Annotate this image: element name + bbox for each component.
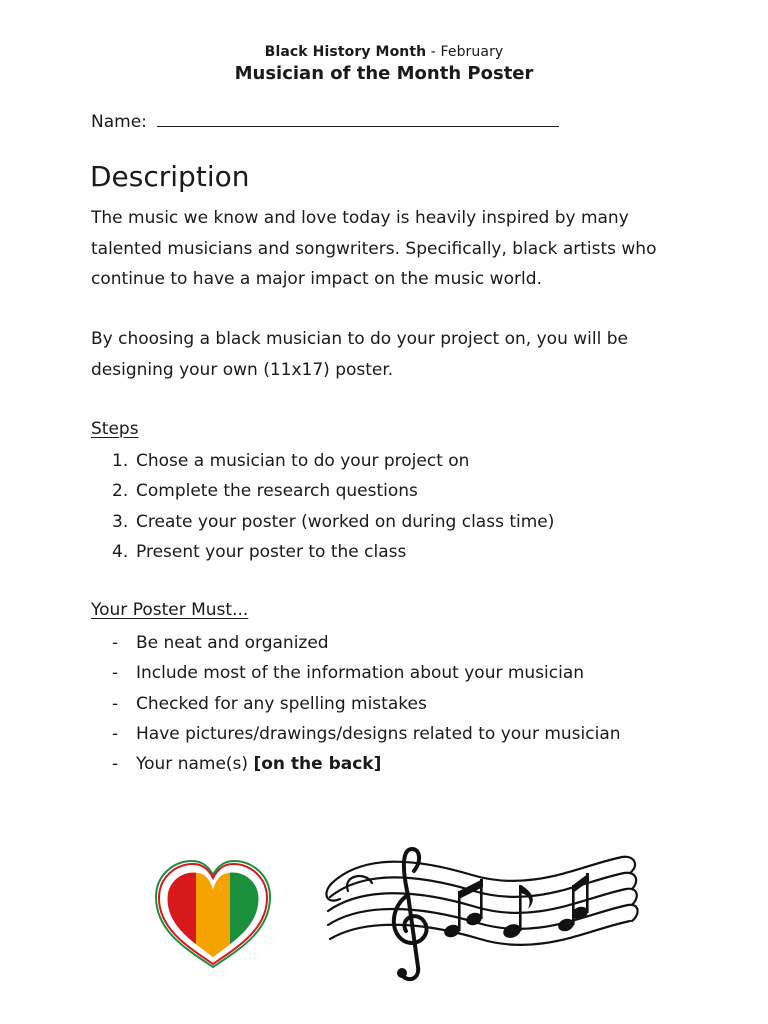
- list-item-text: Include most of the information about your musician: [136, 663, 585, 684]
- list-marker: -: [112, 633, 119, 653]
- list-item: [112, 749, 621, 779]
- list-marker: -: [112, 723, 119, 744]
- list-item-text: [136, 749, 381, 779]
- treble-clef: [394, 849, 427, 979]
- list-marker: 3.: [112, 511, 129, 532]
- description-paragraph-1: The music we know and love today is heavily inspired by many talented musicians and songwriters. Specifically, black artists who continue to have a major impact on the music world.: [91, 208, 657, 289]
- list-item-text-bold: [on the back]: [253, 754, 382, 775]
- steps-list: [112, 446, 554, 567]
- list-item-text: Create your poster (worked on during class time): [136, 511, 555, 532]
- list-item-text-plain: Your name(s): [136, 754, 254, 775]
- list-marker: 4.: [112, 541, 129, 562]
- header-subtitle: [0, 44, 768, 60]
- description-heading: Description: [90, 160, 250, 193]
- poster-must-label: Your Poster Must...: [91, 600, 249, 620]
- list-marker: -: [112, 663, 119, 684]
- header-subtitle-rest: - February: [426, 44, 504, 60]
- list-item: [112, 689, 621, 719]
- list-item-text: Complete the research questions: [136, 481, 418, 502]
- list-item: [112, 476, 554, 506]
- list-marker: -: [112, 693, 119, 714]
- list-item: [112, 446, 554, 476]
- description-paragraph-2: By choosing a black musician to do your project on, you will be designing your own (11x17) poster.: [91, 329, 628, 380]
- poster-must-list: [112, 628, 621, 779]
- name-row: [91, 110, 559, 132]
- header-subtitle-bold: Black History Month: [264, 44, 427, 60]
- list-item: [112, 719, 621, 749]
- list-item: [112, 628, 621, 658]
- list-item: [112, 537, 554, 567]
- page-title: Musician of the Month Poster: [234, 63, 534, 84]
- steps-label: Steps: [91, 419, 139, 439]
- list-marker: 2.: [112, 481, 129, 502]
- list-item-text: Chose a musician to do your project on: [136, 451, 470, 471]
- list-item: [112, 507, 554, 537]
- list-item-text: Be neat and organized: [136, 633, 329, 653]
- heart-pan-african-icon: [152, 855, 274, 975]
- heart-stripe-green: [230, 865, 266, 965]
- list-marker: -: [112, 754, 119, 775]
- list-item: [112, 658, 621, 688]
- list-item-text: Present your poster to the class: [136, 541, 407, 562]
- list-item-text: Checked for any spelling mistakes: [136, 693, 427, 714]
- list-item-text: Have pictures/drawings/designs related to your musician: [136, 723, 621, 744]
- name-label: Name:: [91, 112, 147, 132]
- name-blank-line[interactable]: [157, 110, 559, 127]
- treble-clef-music-notes-icon: [322, 835, 640, 995]
- list-marker: 1.: [112, 451, 129, 471]
